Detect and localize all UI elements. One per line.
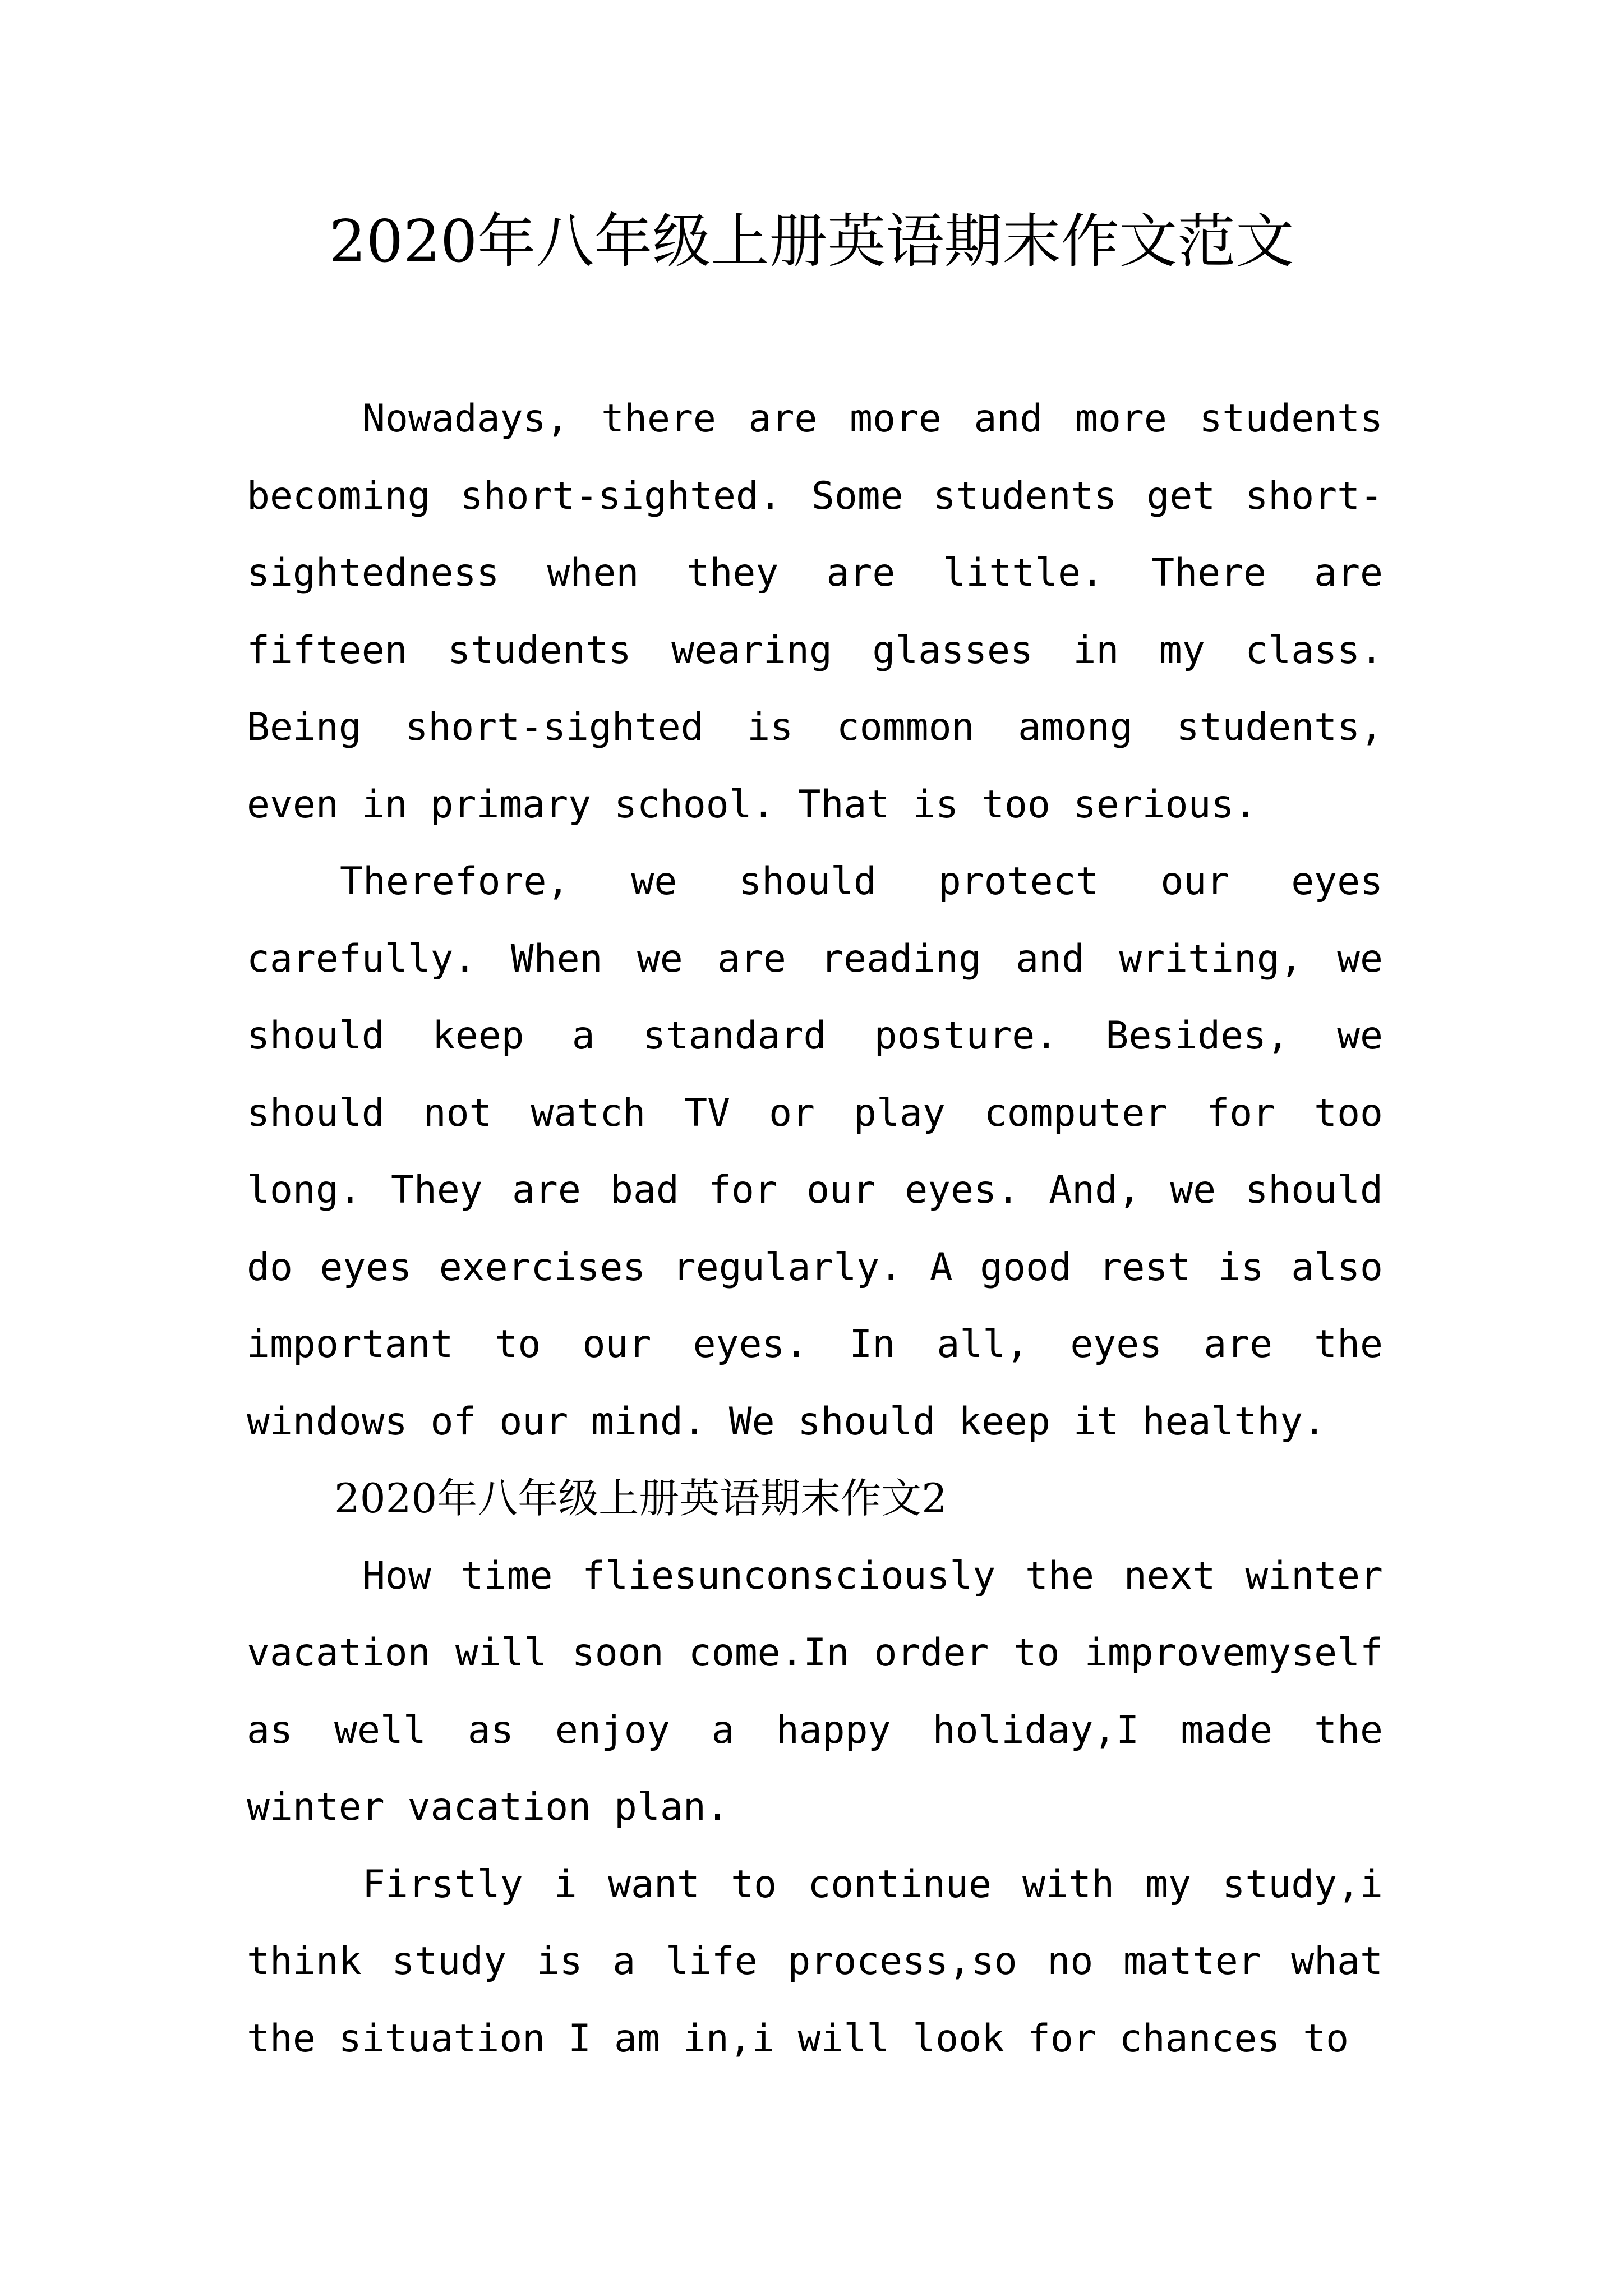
paragraph-winter-vacation: How time fliesunconsciously the next winter vacation will soon come.In order to improvemyself as well as enjoy a happy holiday,I made the winter vacation plan. (247, 1553, 1383, 1829)
paragraph-protect-eyes: Therefore, we should protect our eyes carefully. When we are reading and writing, we should keep a standard posture. Besides, we should not watch TV or play computer for too long. They are bad for our eyes. And, we should do eyes exercises regularly. A good rest is also important to our eyes. In all, eyes are the windows of our mind. We should keep it healthy. (247, 859, 1383, 1444)
paragraph-study-plan: Firstly i want to continue with my study,i think study is a life process,so no matter what the situation I am in,i will look for chances to (247, 1862, 1383, 2061)
document-title: 2020年八年级上册英语期末作文范文 (329, 207, 1294, 275)
section-heading: 2020年八年级上册英语期末作文2 (334, 1475, 948, 1522)
document-body (247, 380, 1383, 2077)
paragraph-short-sighted: Nowadays, there are more and more students becoming short-sighted. Some students get short-sightedness when they are little. There are fifteen students wearing glasses in my class. Being short-sighted is common among students, even in primary school. That is too serious. (247, 397, 1383, 827)
